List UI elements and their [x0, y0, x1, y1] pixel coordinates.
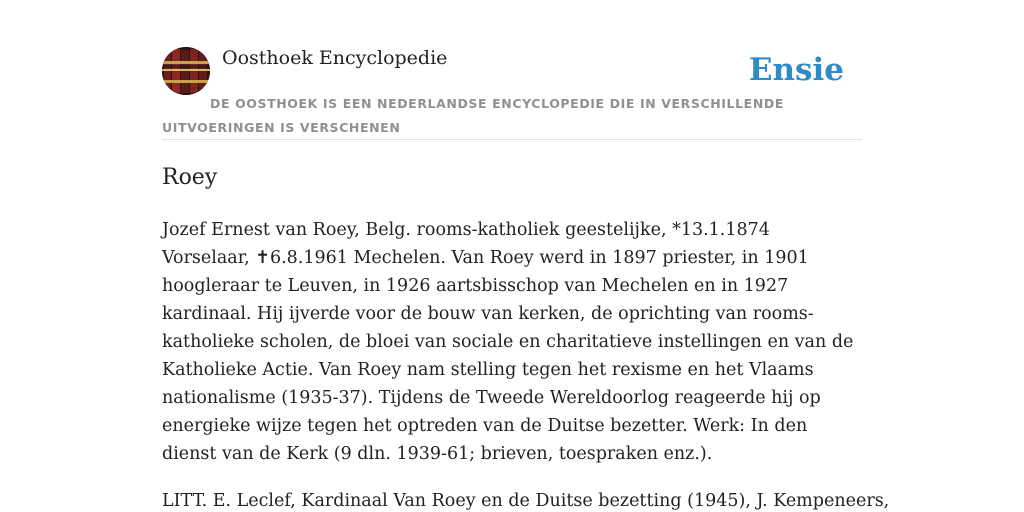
brand-logo[interactable]: Ensie: [748, 52, 844, 88]
site-title[interactable]: Oosthoek Encyclopedie: [222, 47, 448, 69]
site-header: [162, 46, 862, 140]
page-title: Roey: [162, 165, 218, 190]
header-divider: [162, 139, 862, 140]
book-spines-icon[interactable]: [162, 47, 210, 95]
site-tagline: DE OOSTHOEK IS EEN NEDERLANDSE ENCYCLOPEDIE DIE IN VERSCHILLENDE UITVOERINGEN IS VERSCHENEN: [162, 96, 784, 135]
entry-literature: LITT. E. Leclef, Kardinaal Van Roey en de Duitse bezetting (1945), J. Kempeneers,: [162, 491, 890, 511]
entry-body: Jozef Ernest van Roey, Belg. rooms-katholiek geestelijke, *13.1.1874 Vorselaar, ✝6.8.1961 Mechelen. Van Roey werd in 1897 priester, in 1901 hoogleraar te Leuven, in 1926 aartsbisschop van Mechelen en in 1927 kardinaal. Hij ijverde voor de bouw van kerken, de oprichting van rooms-katholieke scholen, de bloei van sociale en charitatieve instellingen en van de Katholieke Actie. Van Roey nam stelling tegen het rexisme en het Vlaams nationalisme (1935-37). Tijdens de Tweede Wereldoorlog reageerde hij op energieke wijze tegen het optreden van de Duitse bezetter. Werk: In den dienst van de Kerk (9 dln. 1939-61; brieven, toespraken enz.).: [162, 220, 854, 464]
